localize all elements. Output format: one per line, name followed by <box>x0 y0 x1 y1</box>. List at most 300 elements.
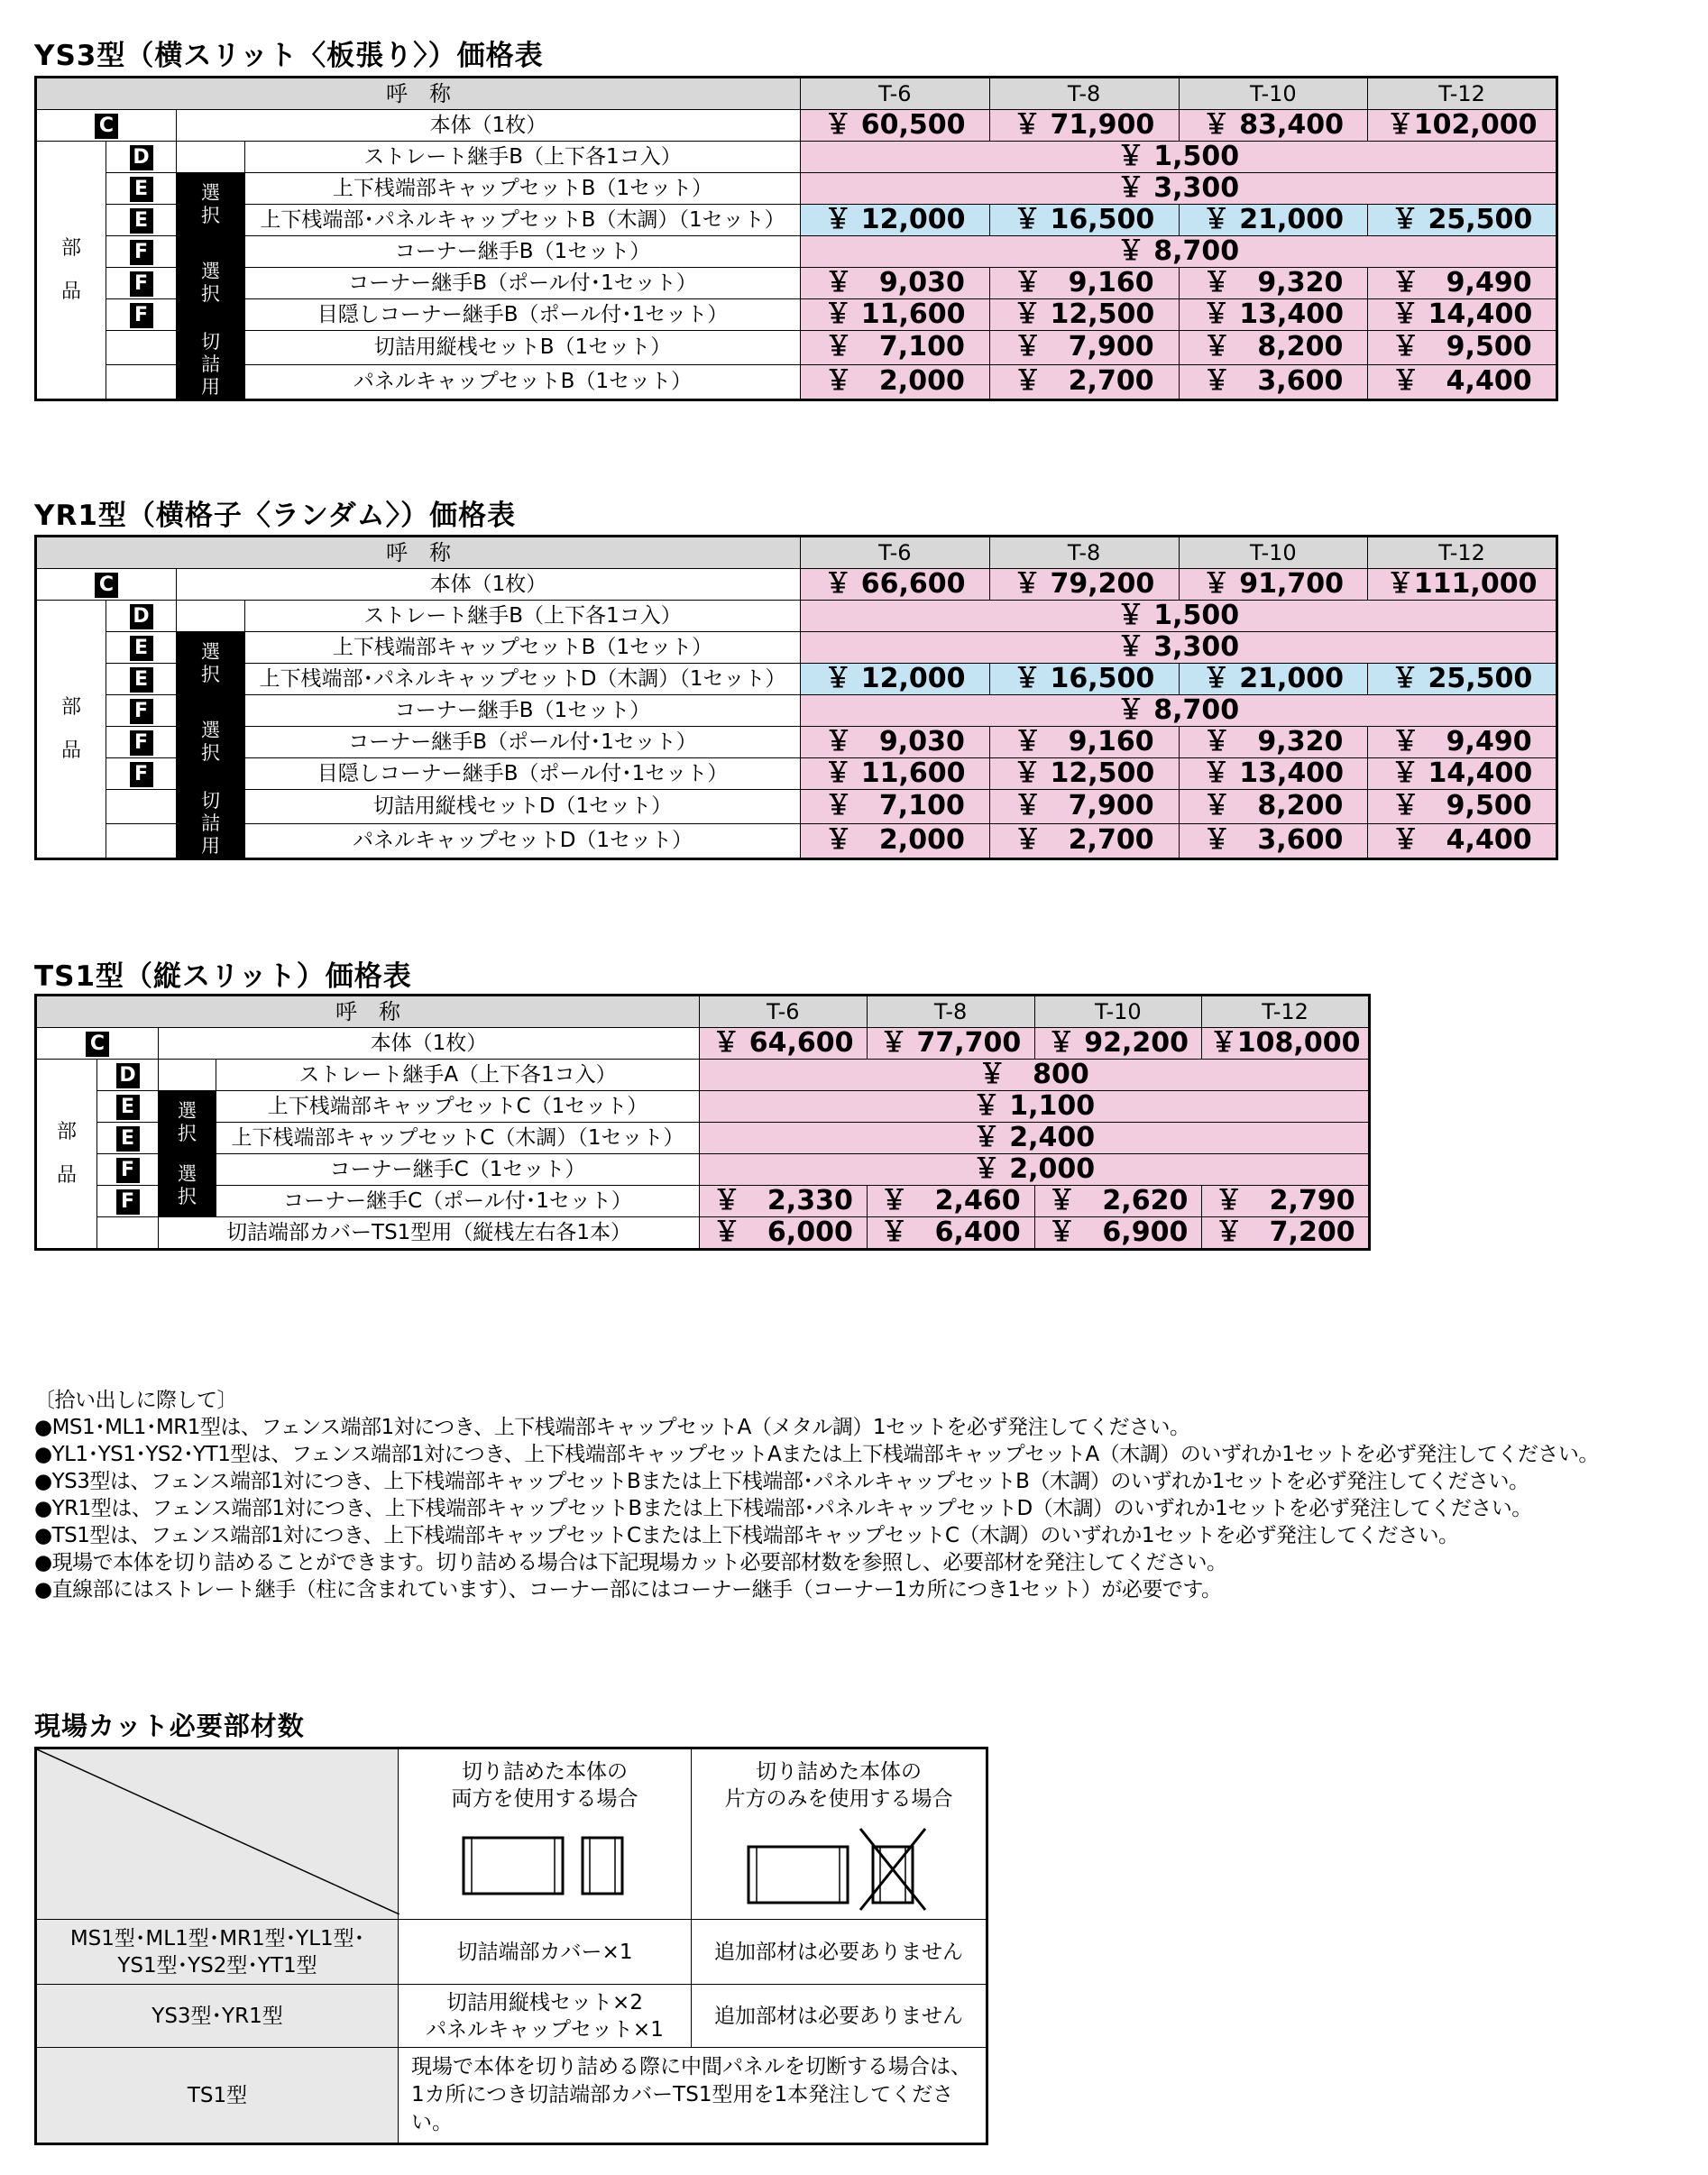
size-header: T-8 <box>867 996 1034 1028</box>
price-cell <box>989 110 1179 142</box>
header-label: 呼 称 <box>36 537 801 569</box>
badge-d: D <box>130 604 153 629</box>
badge-cell <box>36 569 177 601</box>
part-row <box>36 758 1557 790</box>
price-value: ￥ 2,330 <box>712 1185 853 1216</box>
price-cell <box>867 1028 1034 1060</box>
price-value: ￥ 13,400 <box>1202 298 1344 330</box>
badge-cell <box>97 1091 159 1123</box>
select-group: 選 択 <box>177 236 245 331</box>
col-one-header <box>692 1748 987 1920</box>
badge-e: E <box>130 177 153 202</box>
part-row <box>36 601 1557 632</box>
price-value: ￥ 21,000 <box>1202 663 1344 694</box>
price-value: ￥ 2,700 <box>1014 365 1154 398</box>
span-price-cell <box>700 1154 1370 1186</box>
price-cell <box>867 1186 1034 1217</box>
price-value: ￥ 2,460 <box>880 1185 1021 1216</box>
row-label: TS1型 <box>36 2048 399 2144</box>
note-line: ●MS1･ML1･MR1型は、フェンス端部1対につき、上下桟端部キャップセットA（メタル調）1セットを必ず発注してください。 <box>34 1416 1190 1439</box>
price-value: ￥ 6,000 <box>712 1216 853 1248</box>
badge-f: F <box>130 240 153 265</box>
price-value: ￥ 83,400 <box>1202 109 1344 141</box>
size-header: T-10 <box>1179 537 1368 569</box>
size-header: T-10 <box>1034 996 1202 1028</box>
part-row <box>36 331 1557 365</box>
size-header: T-10 <box>1179 78 1368 110</box>
price-cell <box>1368 205 1557 236</box>
part-name: 上下桟端部･パネルキャップセットB（木調）（1セット） <box>245 205 801 236</box>
price-value: ￥ 2,000 <box>972 1153 1096 1185</box>
price-value: ￥ 9,320 <box>1203 267 1344 298</box>
price-value: ￥ 9,490 <box>1391 267 1532 298</box>
col-both-label: 切り詰めた本体の 両方を使用する場合 <box>451 1760 638 1811</box>
body-name: 本体（1枚） <box>159 1028 700 1060</box>
select-group: 選 択 <box>177 632 245 695</box>
price-cell <box>1368 110 1557 142</box>
price-cell <box>1034 1217 1202 1250</box>
price-value: ￥ 71,900 <box>1014 109 1155 141</box>
ys3-title: YS3型（横スリット〈板張り〉）価格表 <box>34 40 544 72</box>
price-value: ￥ 16,500 <box>1014 204 1155 235</box>
select-group: 選 択 <box>159 1154 216 1217</box>
price-cell <box>700 1217 868 1250</box>
price-cell <box>1034 1186 1202 1217</box>
part-name: コーナー継手B（ポール付･1セット） <box>245 727 801 758</box>
badge-cell <box>36 110 177 142</box>
part-row <box>36 695 1557 727</box>
price-value: ￥ 12,000 <box>824 663 966 694</box>
price-cell <box>1368 758 1557 790</box>
price-value: ￥ 8,700 <box>1116 235 1240 267</box>
select-group: 選 択 <box>177 695 245 790</box>
header-row <box>36 996 1370 1028</box>
part-name: 目隠しコーナー継手B（ポール付･1セット） <box>245 299 801 331</box>
span-price-cell <box>801 236 1557 268</box>
price-cell <box>801 790 990 824</box>
price-cell <box>1368 331 1557 365</box>
span-price-cell <box>801 695 1557 727</box>
part-name: 上下桟端部キャップセットC（木調）（1セット） <box>216 1123 700 1154</box>
price-value: ￥ 7,100 <box>824 790 965 822</box>
price-value: ￥ 60,500 <box>824 109 966 141</box>
price-cell <box>801 205 990 236</box>
badge-cell <box>97 1217 159 1250</box>
price-value: ￥ 2,790 <box>1215 1185 1355 1216</box>
price-cell <box>700 1028 868 1060</box>
badge-cell <box>106 299 177 331</box>
field-cut-table <box>34 1747 988 2145</box>
span-price-cell <box>801 601 1557 632</box>
price-cell <box>989 299 1179 331</box>
size-header: T-8 <box>989 78 1179 110</box>
diagonal-header-cell <box>36 1748 399 1920</box>
part-name: コーナー継手C（ポール付･1セット） <box>216 1186 700 1217</box>
empty-cell <box>177 601 245 632</box>
price-value: ￥ 1,100 <box>972 1090 1096 1122</box>
price-cell <box>989 331 1179 365</box>
note-line: ●TS1型は、フェンス端部1対につき、上下桟端部キャップセットCまたは上下桟端部キャップセットC（木調）のいずれか1セットを必ず発注してください。 <box>34 1524 1459 1547</box>
part-row <box>36 364 1557 399</box>
parts-category: 部 品 <box>36 1060 97 1250</box>
price-cell <box>1368 823 1557 858</box>
badge-c: C <box>86 1032 109 1057</box>
badge-cell <box>97 1154 159 1186</box>
ys3-price-table <box>34 76 1558 401</box>
body-name: 本体（1枚） <box>177 569 801 601</box>
price-value: ￥ 12,500 <box>1014 298 1155 330</box>
price-cell <box>1179 727 1368 758</box>
badge-f: F <box>116 1189 140 1215</box>
parts-category: 部 品 <box>36 142 106 400</box>
badge-cell <box>106 268 177 299</box>
part-name: パネルキャップセットB（1セット） <box>245 364 801 399</box>
price-value: ￥ 13,400 <box>1202 757 1344 789</box>
yr1-price-table <box>34 535 1558 860</box>
price-value: ￥ 2,620 <box>1048 1185 1189 1216</box>
part-name: 目隠しコーナー継手B（ポール付･1セット） <box>245 758 801 790</box>
badge-cell <box>106 790 177 824</box>
part-row <box>36 173 1557 205</box>
price-cell <box>1034 1028 1202 1060</box>
price-cell <box>801 268 990 299</box>
price-value: ￥ 16,500 <box>1014 663 1155 694</box>
badge-d: D <box>130 145 153 170</box>
body-row <box>36 1028 1370 1060</box>
both-pieces-illustration <box>445 1831 644 1903</box>
price-cell <box>801 364 990 399</box>
price-value: ￥ 7,900 <box>1014 331 1154 363</box>
badge-d: D <box>116 1063 140 1088</box>
price-cell <box>1202 1028 1370 1060</box>
price-value: ￥ 92,200 <box>1047 1027 1189 1059</box>
price-cell <box>801 110 990 142</box>
price-cell <box>989 268 1179 299</box>
price-value: ￥ 6,900 <box>1048 1216 1189 1248</box>
size-header: T-12 <box>1368 537 1557 569</box>
badge-f: F <box>130 271 153 297</box>
price-cell <box>1179 205 1368 236</box>
price-value: ￥ 9,500 <box>1391 331 1532 363</box>
cell-both: 切詰端部カバー×1 <box>399 1920 692 1985</box>
price-value: ￥ 3,300 <box>1116 172 1240 204</box>
badge-f: F <box>130 699 153 724</box>
price-value: ￥ 21,000 <box>1202 204 1344 235</box>
price-cell <box>801 664 990 695</box>
part-row <box>36 268 1557 299</box>
part-name: 切詰用縦桟セットD（1セット） <box>245 790 801 824</box>
price-value: ￥ 77,700 <box>880 1027 1022 1059</box>
diagonal-line <box>37 1749 399 1914</box>
price-cell <box>1179 823 1368 858</box>
price-cell <box>1179 758 1368 790</box>
cell-one: 追加部材は必要ありません <box>692 1985 987 2048</box>
part-row <box>36 1217 1370 1250</box>
price-value: ￥102,000 <box>1386 109 1538 141</box>
price-cell <box>1179 364 1368 399</box>
body-row <box>36 569 1557 601</box>
price-cell <box>989 569 1179 601</box>
price-value: ￥ 14,400 <box>1391 298 1533 330</box>
part-row <box>36 1060 1370 1091</box>
span-price-cell <box>700 1060 1370 1091</box>
price-value: ￥ 9,500 <box>1391 790 1532 822</box>
empty-cell <box>177 142 245 173</box>
cut-group: 切 詰 用 <box>177 331 245 400</box>
price-value: ￥ 1,500 <box>1116 600 1240 631</box>
price-value: ￥ 8,200 <box>1203 331 1344 363</box>
badge-cell <box>106 331 177 365</box>
badge-f: F <box>130 730 153 756</box>
price-value: ￥ 11,600 <box>824 298 966 330</box>
header-label: 呼 称 <box>36 996 700 1028</box>
price-cell <box>989 823 1179 858</box>
size-header: T-12 <box>1202 996 1370 1028</box>
price-value: ￥ 3,600 <box>1203 824 1344 857</box>
badge-cell <box>36 1028 159 1060</box>
size-header: T-6 <box>801 78 990 110</box>
price-cell <box>801 299 990 331</box>
badge-cell <box>106 664 177 695</box>
badge-cell <box>97 1060 159 1091</box>
price-value: ￥ 7,900 <box>1014 790 1154 822</box>
price-cell <box>700 1186 868 1217</box>
price-value: ￥ 7,200 <box>1215 1216 1355 1248</box>
cell-both: 切詰用縦桟セット×2 パネルキャップセット×1 <box>399 1985 692 2048</box>
price-cell <box>801 823 990 858</box>
part-row <box>36 205 1557 236</box>
price-value: ￥ 9,320 <box>1203 726 1344 757</box>
size-header: T-6 <box>801 537 990 569</box>
part-row <box>36 142 1557 173</box>
col-both-header <box>399 1748 692 1920</box>
price-value: ￥ 64,600 <box>712 1027 854 1059</box>
price-value: ￥ 9,160 <box>1014 726 1154 757</box>
parts-category: 部 品 <box>36 601 106 859</box>
col-one-label: 切り詰めた本体の 片方のみを使用する場合 <box>724 1760 953 1811</box>
size-header: T-12 <box>1368 78 1557 110</box>
part-name: 上下桟端部･パネルキャップセットD（木調）（1セット） <box>245 664 801 695</box>
part-name: 切詰用縦桟セットB（1セット） <box>245 331 801 365</box>
badge-cell <box>106 758 177 790</box>
price-value: ￥ 25,500 <box>1391 663 1533 694</box>
badge-cell <box>106 601 177 632</box>
price-cell <box>1179 110 1368 142</box>
price-value: ￥ 4,400 <box>1391 365 1532 398</box>
badge-cell <box>106 727 177 758</box>
badge-e: E <box>116 1095 140 1120</box>
ts1-cut-note: 現場で本体を切り詰める際に中間パネルを切断する場合は、1カ所につき切詰端部カバーTS1型用を1本発注してください。 <box>399 2048 987 2144</box>
price-cell <box>1179 299 1368 331</box>
header-row <box>36 78 1557 110</box>
price-value: ￥ 3,300 <box>1116 631 1240 663</box>
part-row <box>36 664 1557 695</box>
price-value: ￥ 11,600 <box>824 757 966 789</box>
part-name: コーナー継手B（1セット） <box>245 695 801 727</box>
price-value: ￥ 6,400 <box>880 1216 1021 1248</box>
price-value: ￥ 12,500 <box>1014 757 1155 789</box>
part-row <box>36 1186 1370 1217</box>
header-row <box>36 537 1557 569</box>
price-cell <box>1179 331 1368 365</box>
price-cell <box>989 664 1179 695</box>
price-value: ￥ 2,700 <box>1014 824 1154 857</box>
price-cell <box>1179 790 1368 824</box>
span-price-cell <box>700 1123 1370 1154</box>
price-cell <box>1368 727 1557 758</box>
price-value: ￥ 4,400 <box>1391 824 1532 857</box>
part-row <box>36 632 1557 664</box>
part-name: コーナー継手B（ポール付･1セット） <box>245 268 801 299</box>
span-price-cell <box>700 1091 1370 1123</box>
badge-f: F <box>116 1158 140 1183</box>
price-value: ￥ 7,100 <box>824 331 965 363</box>
badge-e: E <box>130 208 153 234</box>
price-cell <box>1202 1186 1370 1217</box>
badge-cell <box>106 632 177 664</box>
price-value: ￥ 800 <box>978 1059 1089 1090</box>
part-name: コーナー継手C（1セット） <box>216 1154 700 1186</box>
one-piece-illustration <box>730 1822 947 1912</box>
price-cell <box>989 364 1179 399</box>
part-name: ストレート継手B（上下各1コ入） <box>245 142 801 173</box>
price-cell <box>801 569 990 601</box>
badge-cell <box>106 173 177 205</box>
part-row <box>36 299 1557 331</box>
price-value: ￥ 9,030 <box>824 726 965 757</box>
note-line: ●YL1･YS1･YS2･YT1型は、フェンス端部1対につき、上下桟端部キャップセットAまたは上下桟端部キャップセットA（木調）のいずれか1セットを必ず発注してください。 <box>34 1443 1599 1466</box>
span-price-cell <box>801 173 1557 205</box>
part-name: 上下桟端部キャップセットC（1セット） <box>216 1091 700 1123</box>
select-group: 選 択 <box>177 173 245 236</box>
part-row <box>36 1123 1370 1154</box>
badge-c: C <box>95 573 118 598</box>
badge-f: F <box>130 762 153 787</box>
price-value: ￥111,000 <box>1386 568 1538 600</box>
ts1-title: TS1型（縦スリット）価格表 <box>34 960 412 993</box>
size-header: T-6 <box>700 996 868 1028</box>
price-value: ￥ 79,200 <box>1014 568 1155 600</box>
part-name: ストレート継手A（上下各1コ入） <box>216 1060 700 1091</box>
price-value: ￥ 1,500 <box>1116 141 1240 172</box>
row-label: YS3型･YR1型 <box>36 1985 399 2048</box>
badge-cell <box>106 236 177 268</box>
price-value: ￥ 8,700 <box>1116 694 1240 726</box>
part-name: パネルキャップセットD（1セット） <box>245 823 801 858</box>
price-cell <box>989 727 1179 758</box>
part-name: コーナー継手B（1セット） <box>245 236 801 268</box>
empty-cell <box>159 1060 216 1091</box>
badge-cell <box>97 1123 159 1154</box>
price-cell <box>989 758 1179 790</box>
size-header: T-8 <box>989 537 1179 569</box>
price-cell <box>1368 268 1557 299</box>
part-row <box>36 823 1557 858</box>
price-cell <box>989 790 1179 824</box>
note-line: 〔拾い出しに際して〕 <box>34 1389 237 1412</box>
badge-cell <box>106 205 177 236</box>
price-cell <box>989 205 1179 236</box>
badge-cell <box>106 695 177 727</box>
price-value: ￥ 3,600 <box>1203 365 1344 398</box>
part-name: 上下桟端部キャップセットB（1セット） <box>245 173 801 205</box>
badge-f: F <box>130 303 153 328</box>
body-row <box>36 110 1557 142</box>
notes <box>34 1387 1599 1603</box>
price-value: ￥ 14,400 <box>1391 757 1533 789</box>
price-value: ￥ 2,000 <box>824 824 965 857</box>
part-name: 切詰端部カバーTS1型用（縦桟左右各1本） <box>159 1217 700 1250</box>
part-row <box>36 236 1557 268</box>
price-value: ￥ 9,490 <box>1391 726 1532 757</box>
note-line: ●YS3型は、フェンス端部1対につき、上下桟端部キャップセットBまたは上下桟端部･パネルキャップセットB（木調）のいずれか1セットを必ず発注してください。 <box>34 1470 1529 1493</box>
part-row <box>36 1091 1370 1123</box>
price-cell <box>1368 569 1557 601</box>
badge-e: E <box>130 667 153 693</box>
part-name: ストレート継手B（上下各1コ入） <box>245 601 801 632</box>
badge-e: E <box>116 1126 140 1152</box>
badge-c: C <box>95 114 118 139</box>
note-line: ●直線部にはストレート継手（柱に含まれています）、コーナー部にはコーナー継手（コーナー1カ所につき1セット）が必要です。 <box>34 1578 1222 1601</box>
price-cell <box>1179 268 1368 299</box>
cell-one: 追加部材は必要ありません <box>692 1920 987 1985</box>
part-row <box>36 727 1557 758</box>
price-cell <box>1368 790 1557 824</box>
price-value: ￥108,000 <box>1209 1027 1361 1059</box>
header-label: 呼 称 <box>36 78 801 110</box>
badge-cell <box>106 364 177 399</box>
price-cell <box>1179 664 1368 695</box>
price-value: ￥ 66,600 <box>824 568 966 600</box>
price-cell <box>1202 1217 1370 1250</box>
price-value: ￥ 2,000 <box>824 365 965 398</box>
badge-e: E <box>130 636 153 661</box>
price-value: ￥ 8,200 <box>1203 790 1344 822</box>
price-value: ￥ 9,030 <box>824 267 965 298</box>
row-label: MS1型･ML1型･MR1型･YL1型･ YS1型･YS2型･YT1型 <box>36 1920 399 1985</box>
cut-table-title: 現場カット必要部材数 <box>34 1711 305 1741</box>
badge-cell <box>97 1186 159 1217</box>
ts1-price-table <box>34 994 1371 1251</box>
note-line: ●現場で本体を切り詰めることができます。切り詰める場合は下記現場カット必要部材数を参照し、必要部材を発注してください。 <box>34 1551 1227 1574</box>
price-cell <box>1368 364 1557 399</box>
price-cell <box>1368 299 1557 331</box>
price-cell <box>801 758 990 790</box>
price-value: ￥ 12,000 <box>824 204 966 235</box>
price-cell <box>1179 569 1368 601</box>
price-cell <box>801 727 990 758</box>
price-value: ￥ 25,500 <box>1391 204 1533 235</box>
body-name: 本体（1枚） <box>177 110 801 142</box>
span-price-cell <box>801 632 1557 664</box>
part-name: 上下桟端部キャップセットB（1セット） <box>245 632 801 664</box>
span-price-cell <box>801 142 1557 173</box>
select-group: 選 択 <box>159 1091 216 1154</box>
cut-group: 切 詰 用 <box>177 790 245 859</box>
price-value: ￥ 2,400 <box>972 1122 1096 1153</box>
price-cell <box>867 1217 1034 1250</box>
price-value: ￥ 91,700 <box>1202 568 1344 600</box>
price-cell <box>801 331 990 365</box>
price-cell <box>1368 664 1557 695</box>
price-value: ￥ 9,160 <box>1014 267 1154 298</box>
yr1-title: YR1型（横格子〈ランダム〉）価格表 <box>34 500 517 532</box>
badge-cell <box>106 823 177 858</box>
part-row <box>36 790 1557 824</box>
note-line: ●YR1型は、フェンス端部1対につき、上下桟端部キャップセットBまたは上下桟端部･パネルキャップセットD（木調）のいずれか1セットを必ず発注してください。 <box>34 1497 1532 1520</box>
badge-cell <box>106 142 177 173</box>
part-row <box>36 1154 1370 1186</box>
